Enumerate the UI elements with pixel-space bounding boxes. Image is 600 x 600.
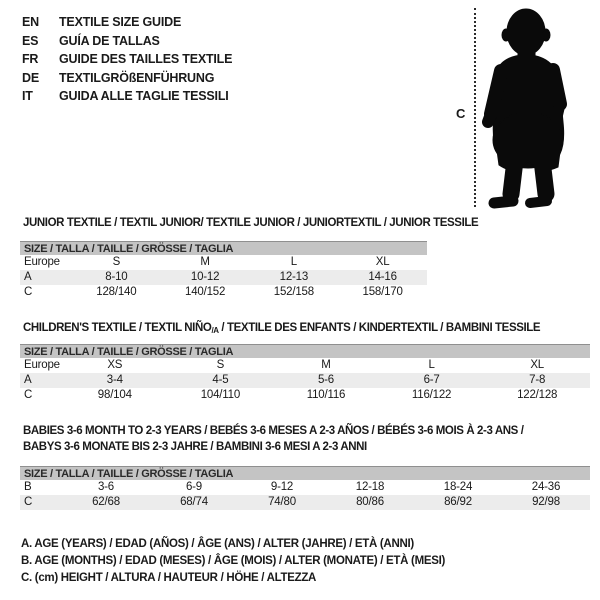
legend — [21, 536, 445, 586]
table-row — [20, 388, 590, 403]
table-cell: 68/74 — [180, 496, 208, 508]
title-line-1: BABIES 3-6 MONTH TO 2-3 YEARS / BEBÉS 3-6 MESES A 2-3 AÑOS / BÉBÉS 3-6 MOIS À 2-3 ANS / — [23, 425, 524, 437]
table-cell: 4-5 — [212, 374, 229, 386]
row-label: C — [24, 496, 33, 508]
lang-row-fr — [22, 50, 232, 69]
lang-code: ES — [22, 33, 39, 48]
language-title-list — [22, 13, 232, 106]
table-cell: 98/104 — [97, 389, 132, 401]
table-cell: 158/170 — [362, 286, 403, 298]
table-cell: 122/128 — [517, 389, 558, 401]
lang-code: DE — [22, 70, 39, 85]
table-cell: 18-24 — [443, 481, 473, 493]
table-cell: XS — [107, 359, 123, 371]
table-cell: M — [321, 359, 331, 371]
table-cell: 6-9 — [185, 481, 203, 493]
table-row — [20, 285, 427, 300]
lang-label: GUIDA ALLE TAGLIE TESSILI — [59, 89, 229, 104]
table-cell: L — [290, 256, 297, 268]
title-line-2: BABYS 3-6 MONATE BIS 2-3 JAHRE / BAMBINI 3-6 MESI A 2-3 ANNI — [23, 441, 367, 453]
lang-label: TEXTILGRÖßENFÜHRUNG — [59, 70, 215, 85]
legend-line-a: A. AGE (YEARS) / EDAD (AÑOS) / ÂGE (ANS) / ALTER (JAHRE) / ETÀ (ANNI) — [21, 538, 414, 550]
table-row — [20, 373, 590, 388]
table-cell: 12-18 — [355, 481, 385, 493]
table-cell: S — [112, 256, 121, 268]
table-cell: M — [200, 256, 210, 268]
height-measure-dotted-line — [474, 8, 476, 207]
row-label: C — [24, 389, 33, 401]
table-cell: XL — [375, 256, 390, 268]
junior-table-title: JUNIOR TEXTILE / TEXTIL JUNIOR/ TEXTILE JUNIOR / JUNIORTEXTIL / JUNIOR TESSILE — [23, 217, 479, 229]
lang-label: GUÍA DE TALLAS — [59, 33, 160, 48]
row-label: Europe — [24, 359, 60, 371]
lang-row-it — [22, 87, 232, 106]
height-measure-label: C — [456, 106, 466, 121]
table-cell: 62/68 — [92, 496, 120, 508]
table-cell: 104/110 — [200, 389, 241, 401]
table-row — [20, 270, 427, 285]
lang-row-en — [22, 13, 232, 32]
baby-silhouette-icon — [482, 4, 598, 210]
table-cell: 92/98 — [532, 496, 560, 508]
row-label: A — [24, 374, 32, 386]
junior-table — [20, 241, 427, 300]
table-cell: 3-6 — [97, 481, 115, 493]
title-subscript: /A — [211, 326, 219, 335]
table-cell: 6-7 — [423, 374, 440, 386]
table-cell: S — [216, 359, 225, 371]
lang-label: TEXTILE SIZE GUIDE — [59, 15, 182, 30]
title-text: CHILDREN'S TEXTILE / TEXTIL NIÑO — [23, 322, 212, 334]
table-cell: 140/152 — [185, 286, 226, 298]
children-table-title — [23, 322, 540, 335]
lang-label: GUIDE DES TAILLES TEXTILE — [59, 52, 233, 67]
table-cell: 24-36 — [531, 481, 561, 493]
size-header-band: SIZE / TALLA / TAILLE / GRÖSSE / TAGLIA — [20, 241, 427, 255]
table-row — [20, 495, 590, 510]
legend-line-c: C. (cm) HEIGHT / ALTURA / HAUTEUR / HÖHE / ALTEZZA — [21, 571, 317, 584]
row-label: B — [24, 481, 32, 493]
children-table — [20, 344, 590, 403]
table-cell: 3-4 — [106, 374, 123, 386]
lang-code: FR — [22, 52, 39, 67]
table-cell: 152/158 — [273, 286, 314, 298]
table-cell: L — [428, 359, 435, 371]
table-cell: 12-13 — [279, 271, 309, 283]
table-cell: 110/116 — [306, 389, 346, 401]
size-header-band: SIZE / TALLA / TAILLE / GRÖSSE / TAGLIA — [20, 344, 590, 358]
table-cell: 86/92 — [444, 496, 472, 508]
table-cell: 10-12 — [190, 271, 220, 283]
babies-table-title — [23, 423, 524, 455]
lang-code: EN — [22, 15, 39, 30]
table-cell: 14-16 — [368, 271, 397, 283]
row-label: C — [24, 286, 33, 298]
table-cell: 8-10 — [105, 271, 128, 283]
row-label: A — [24, 271, 32, 283]
table-cell: 80/86 — [356, 496, 384, 508]
table-row — [20, 255, 427, 270]
table-cell: 128/140 — [96, 286, 137, 298]
babies-table — [20, 466, 590, 510]
table-cell: 5-6 — [317, 374, 334, 386]
legend-line-b: B. AGE (MONTHS) / EDAD (MESES) / ÂGE (MOIS) / ALTER (MONATE) / ETÀ (MESI) — [21, 554, 446, 567]
lang-row-es — [22, 32, 232, 51]
table-cell: 9-12 — [270, 481, 294, 493]
lang-code: IT — [22, 89, 33, 104]
table-cell: XL — [530, 359, 544, 371]
title-text: / TEXTILE DES ENFANTS / KINDERTEXTIL / BAMBINI TESSILE — [218, 322, 541, 334]
table-row — [20, 480, 590, 495]
size-header-band: SIZE / TALLA / TAILLE / GRÖSSE / TAGLIA — [20, 466, 590, 480]
table-cell: 74/80 — [268, 496, 296, 508]
lang-row-de — [22, 69, 232, 88]
table-cell: 7-8 — [529, 374, 546, 386]
table-row — [20, 358, 590, 373]
row-label: Europe — [24, 256, 60, 268]
table-cell: 116/122 — [411, 389, 452, 401]
